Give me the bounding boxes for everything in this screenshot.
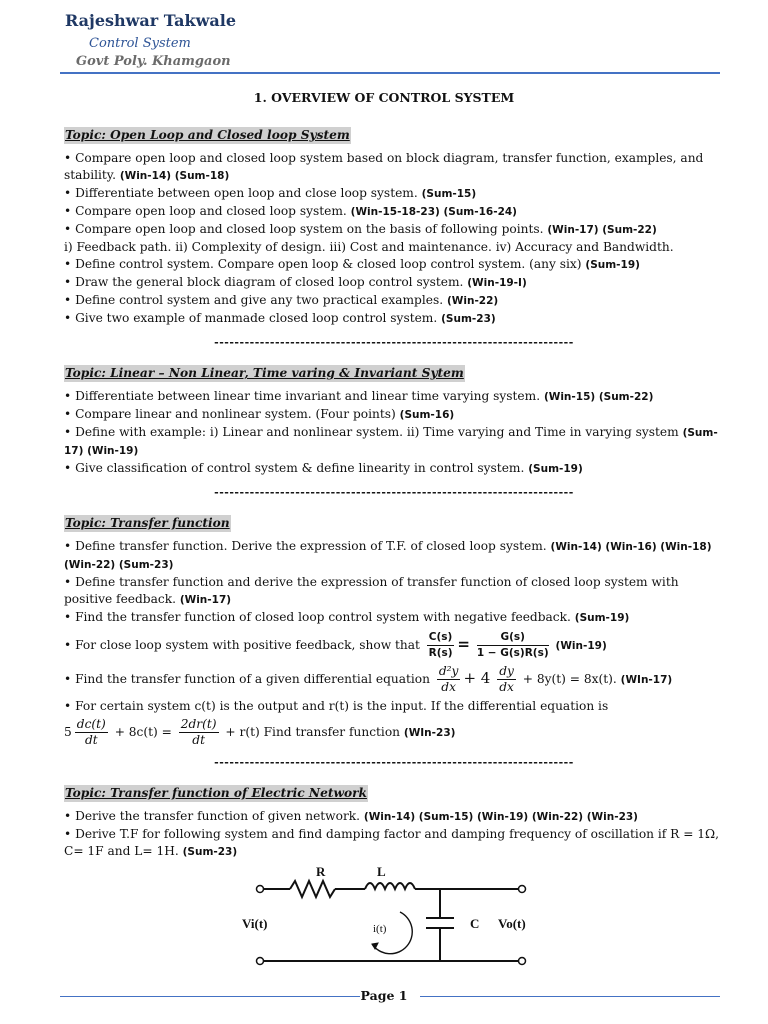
label-vout: Vo(t) — [498, 916, 526, 931]
question-item: • Compare open loop and closed loop system on the basis of following points. (Win-17) (Sum-22) — [64, 222, 657, 236]
question-item: • Define transfer function. Derive the expression of T.F. of closed loop system. (Win-14) (Win-16) (Win-18) (Win-22) (Sum-23) — [64, 539, 712, 571]
topic-heading: Topic: Open Loop and Closed loop System — [65, 128, 350, 142]
header-author: Rajeshwar Takwale — [65, 11, 237, 30]
label-current: i(t) — [373, 923, 387, 935]
question-item: • Compare linear and nonlinear system. (Four points) (Sum-16) — [64, 407, 455, 421]
question-item: • Compare open loop and closed loop system based on block diagram, transfer function, examples, and stability. (Win-14) (Sum-18) — [64, 151, 704, 182]
question-item: • For close loop system with positive feedback, show that $\frac{C(s)}{R(s)}$ = $\frac{G(s)}{1 - G(s)R(s)}$ (Win-19) — [64, 631, 607, 659]
topic-heading: Topic: Transfer function of Electric Network — [65, 786, 367, 800]
fraction: $\frac{G(s)}{1 - G(s)R(s)}$ — [476, 631, 549, 659]
header-rule — [60, 72, 720, 74]
page-body — [64, 125, 724, 861]
rlc-circuit-diagram — [240, 860, 540, 972]
question-item: • Find the transfer function of a given differential equation $\frac{\text{d²y}}{dx}$ + 4 $\frac{dy}{dx}$ + 8y(t) = 8x(t). (WIn-17) — [64, 664, 673, 694]
label-vin: Vi(t) — [242, 916, 268, 931]
question-item: • Find the transfer function of closed loop control system with negative feedback. (Sum-19) — [64, 610, 630, 624]
header-institute: Govt Poly. Khamgaon — [76, 54, 231, 69]
question-item: • Derive the transfer function of given network. (Win-14) (Sum-15) (Win-19) (Win-22) (Win-23) — [64, 809, 638, 823]
resistor-symbol — [290, 881, 335, 897]
page-title: 1. OVERVIEW OF CONTROL SYSTEM — [253, 90, 515, 105]
terminal — [257, 958, 264, 965]
header-subject: Control System — [89, 36, 191, 51]
page-number: Page 1 — [360, 988, 408, 1003]
question-item: • Give two example of manmade closed loop control system. (Sum-23) — [64, 311, 496, 325]
terminal — [257, 886, 264, 893]
section-separator: ----------------------------------------------------------------------- — [214, 486, 574, 499]
topic-heading: Topic: Linear – Non Linear, Time varing & Invariant Sytem — [65, 366, 464, 380]
question-item: • For certain system c(t) is the output and r(t) is the input. If the differential equation is — [64, 699, 609, 713]
fraction: $\frac{\text{d²y}}{dx}$ — [438, 664, 459, 694]
section-separator: ----------------------------------------------------------------------- — [214, 336, 574, 349]
label-r: R — [316, 864, 326, 879]
question-item: • Compare open loop and closed loop system. (Win-15-18-23) (Sum-16-24) — [64, 204, 517, 218]
question-item: • Derive T.F for following system and find damping factor and damping frequency of oscillation if R = 1Ω, C= 1F and L= 1H. (Sum-23) — [64, 827, 720, 858]
question-item: • Differentiate between open loop and close loop system. (Sum-15) — [64, 186, 477, 200]
question-item: • Differentiate between linear time invariant and linear time varying system. (Win-15) (Sum-22) — [64, 389, 654, 403]
question-item: • Define control system. Compare open loop & closed loop control system. (any six) (Sum-19) — [64, 257, 640, 271]
fraction: $\frac{C(s)}{R(s)}$ — [428, 631, 453, 659]
question-item: • Define control system and give any two practical examples. (Win-22) — [64, 293, 499, 307]
equation-line: 5 $\frac{dc(t)}{dt}$ + 8c(t) = $\frac{2dr(t)}{dt}$ + r(t) Find transfer function (WIn-23) — [64, 717, 456, 747]
question-item: • Draw the general block diagram of closed loop control system. (Win-19-I) — [64, 275, 527, 289]
terminal — [519, 886, 526, 893]
fraction: $\frac{dy}{dx}$ — [499, 664, 514, 694]
question-item: • Define transfer function and derive the expression of transfer function of closed loop system with positive feedback. (Win-17) — [64, 575, 679, 606]
topic-heading: Topic: Transfer function — [65, 516, 230, 530]
inductor-symbol — [365, 883, 415, 889]
question-item: • Give classification of control system & define linearity in control system. (Sum-19) — [64, 461, 583, 475]
label-c: C — [470, 916, 480, 931]
question-subitems: i) Feedback path. ii) Complexity of design. iii) Cost and maintenance. iv) Accuracy and Bandwidth. — [64, 240, 674, 254]
section-separator: ----------------------------------------------------------------------- — [214, 756, 574, 769]
fraction: $\frac{dc(t)}{dt}$ — [76, 717, 106, 747]
fraction: $\frac{2dr(t)}{dt}$ — [180, 717, 217, 747]
question-item: • Define with example: i) Linear and nonlinear system. ii) Time varying and Time in varying system (Sum-17) (Win-19) — [64, 425, 718, 457]
label-l: L — [377, 864, 386, 879]
terminal — [519, 958, 526, 965]
